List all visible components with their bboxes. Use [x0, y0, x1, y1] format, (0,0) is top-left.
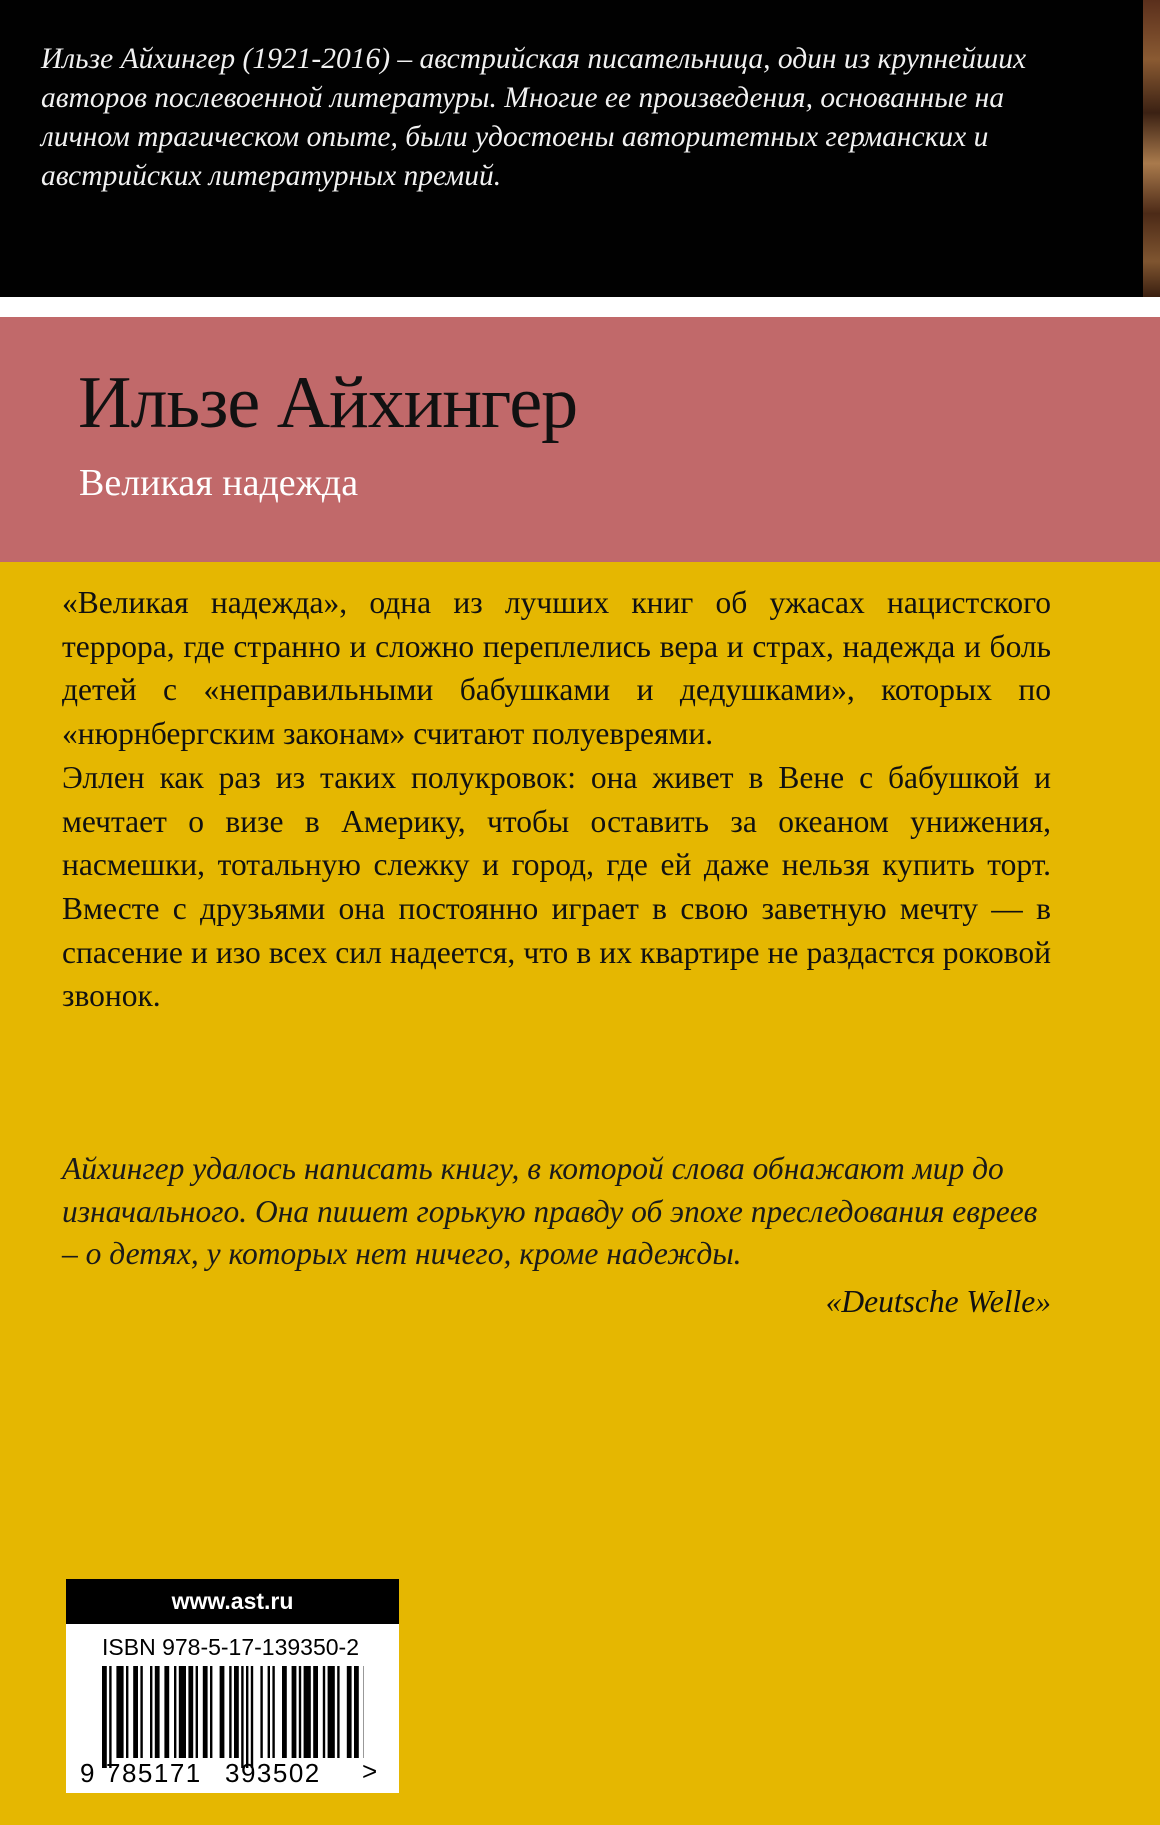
barcode-block: [66, 1579, 399, 1793]
white-divider: [0, 297, 1160, 317]
barcode-bar: [140, 1666, 142, 1758]
barcode-quiet-zone-mark: >: [362, 1756, 378, 1786]
barcode-bar: [109, 1666, 111, 1768]
barcode-bar: [260, 1666, 262, 1758]
barcode-bar: [323, 1666, 325, 1758]
barcode-digit-first: 9: [80, 1758, 95, 1788]
barcode-digits-right: 393502: [225, 1758, 321, 1788]
author-bio-text: Ильзе Айхингер (1921-2016) – австрийская писательница, один из крупнейших авторов послевоенной литературы. Многие ее произведения, основанные на личном трагическом опыте, были удостоены авторитетных германских и австрийских литературных премий.: [41, 43, 1027, 192]
barcode-bar: [133, 1666, 138, 1758]
barcode-bar: [272, 1666, 274, 1758]
review-quote: Айхингер удалось написать книгу, в которой слова обнажают мир до изначального. Она пишет горькую правду об эпохе преследования евреев – о детях, у которых нет ничего, кроме надежды.: [62, 1151, 1038, 1271]
barcode-bars: [102, 1666, 364, 1768]
barcode-bar: [179, 1666, 186, 1758]
isbn-label: ISBN 978-5-17-139350-2: [102, 1634, 359, 1660]
book-description: [62, 581, 1051, 1018]
barcode-bar: [304, 1666, 311, 1758]
description-paragraph: «Великая надежда», одна из лучших книг об ужасах нацистского террора, где странно и сложно переплелись вера и страх, надежда и боль детей с «неправильными бабушками и дедушками», которых по «нюрнбергским законам» считают полуевреями.: [62, 585, 1051, 752]
description-paragraph: Эллен как раз из таких полукровок: она живет в Вене с бабушкой и мечтает о визе в Америку, чтобы оставить за океаном унижения, насмешки, тотальную слежку и город, где ей даже нельзя купить торт. Вместе с друзьями она постоянно играет в свою заветную мечту — в спасение и изо всех сил надеется, что в их квартире не раздастся роковой звонок.: [62, 759, 1051, 1014]
barcode-bar: [116, 1666, 123, 1758]
barcode-bar: [164, 1666, 169, 1758]
barcode-bar: [292, 1666, 297, 1758]
review-source: «Deutsche Welle»: [825, 1284, 1051, 1319]
barcode-bar: [126, 1666, 128, 1758]
barcode-bar: [196, 1666, 198, 1758]
book-title: Великая надежда: [79, 462, 359, 504]
barcode-bar: [155, 1666, 160, 1758]
barcode-bar: [234, 1666, 239, 1758]
barcode-bar: [241, 1666, 243, 1768]
barcode-bar: [282, 1666, 287, 1758]
publisher-website: www.ast.ru: [66, 1579, 399, 1624]
barcode-bar: [251, 1666, 253, 1768]
barcode-bar: [313, 1666, 318, 1758]
barcode-bar: [210, 1666, 212, 1758]
author-name: Ильзе Айхингер: [78, 362, 578, 444]
barcode-bar: [299, 1666, 301, 1758]
barcode-bar: [246, 1666, 248, 1768]
barcode-bar: [268, 1666, 270, 1758]
barcode-bar: [337, 1666, 339, 1758]
barcode-bar: [347, 1666, 352, 1758]
barcode-bar: [102, 1666, 107, 1768]
cover-photo-edge: [1143, 0, 1160, 297]
barcode-bar: [174, 1666, 176, 1758]
barcode-bar: [150, 1666, 152, 1758]
barcode-bar: [354, 1666, 359, 1758]
barcode-digits-left: 785171: [106, 1758, 202, 1788]
barcode-bar: [188, 1666, 193, 1758]
barcode-bar: [203, 1666, 208, 1758]
barcode-bar: [328, 1666, 335, 1758]
barcode-bar: [229, 1666, 231, 1758]
barcode-bar: [220, 1666, 225, 1758]
